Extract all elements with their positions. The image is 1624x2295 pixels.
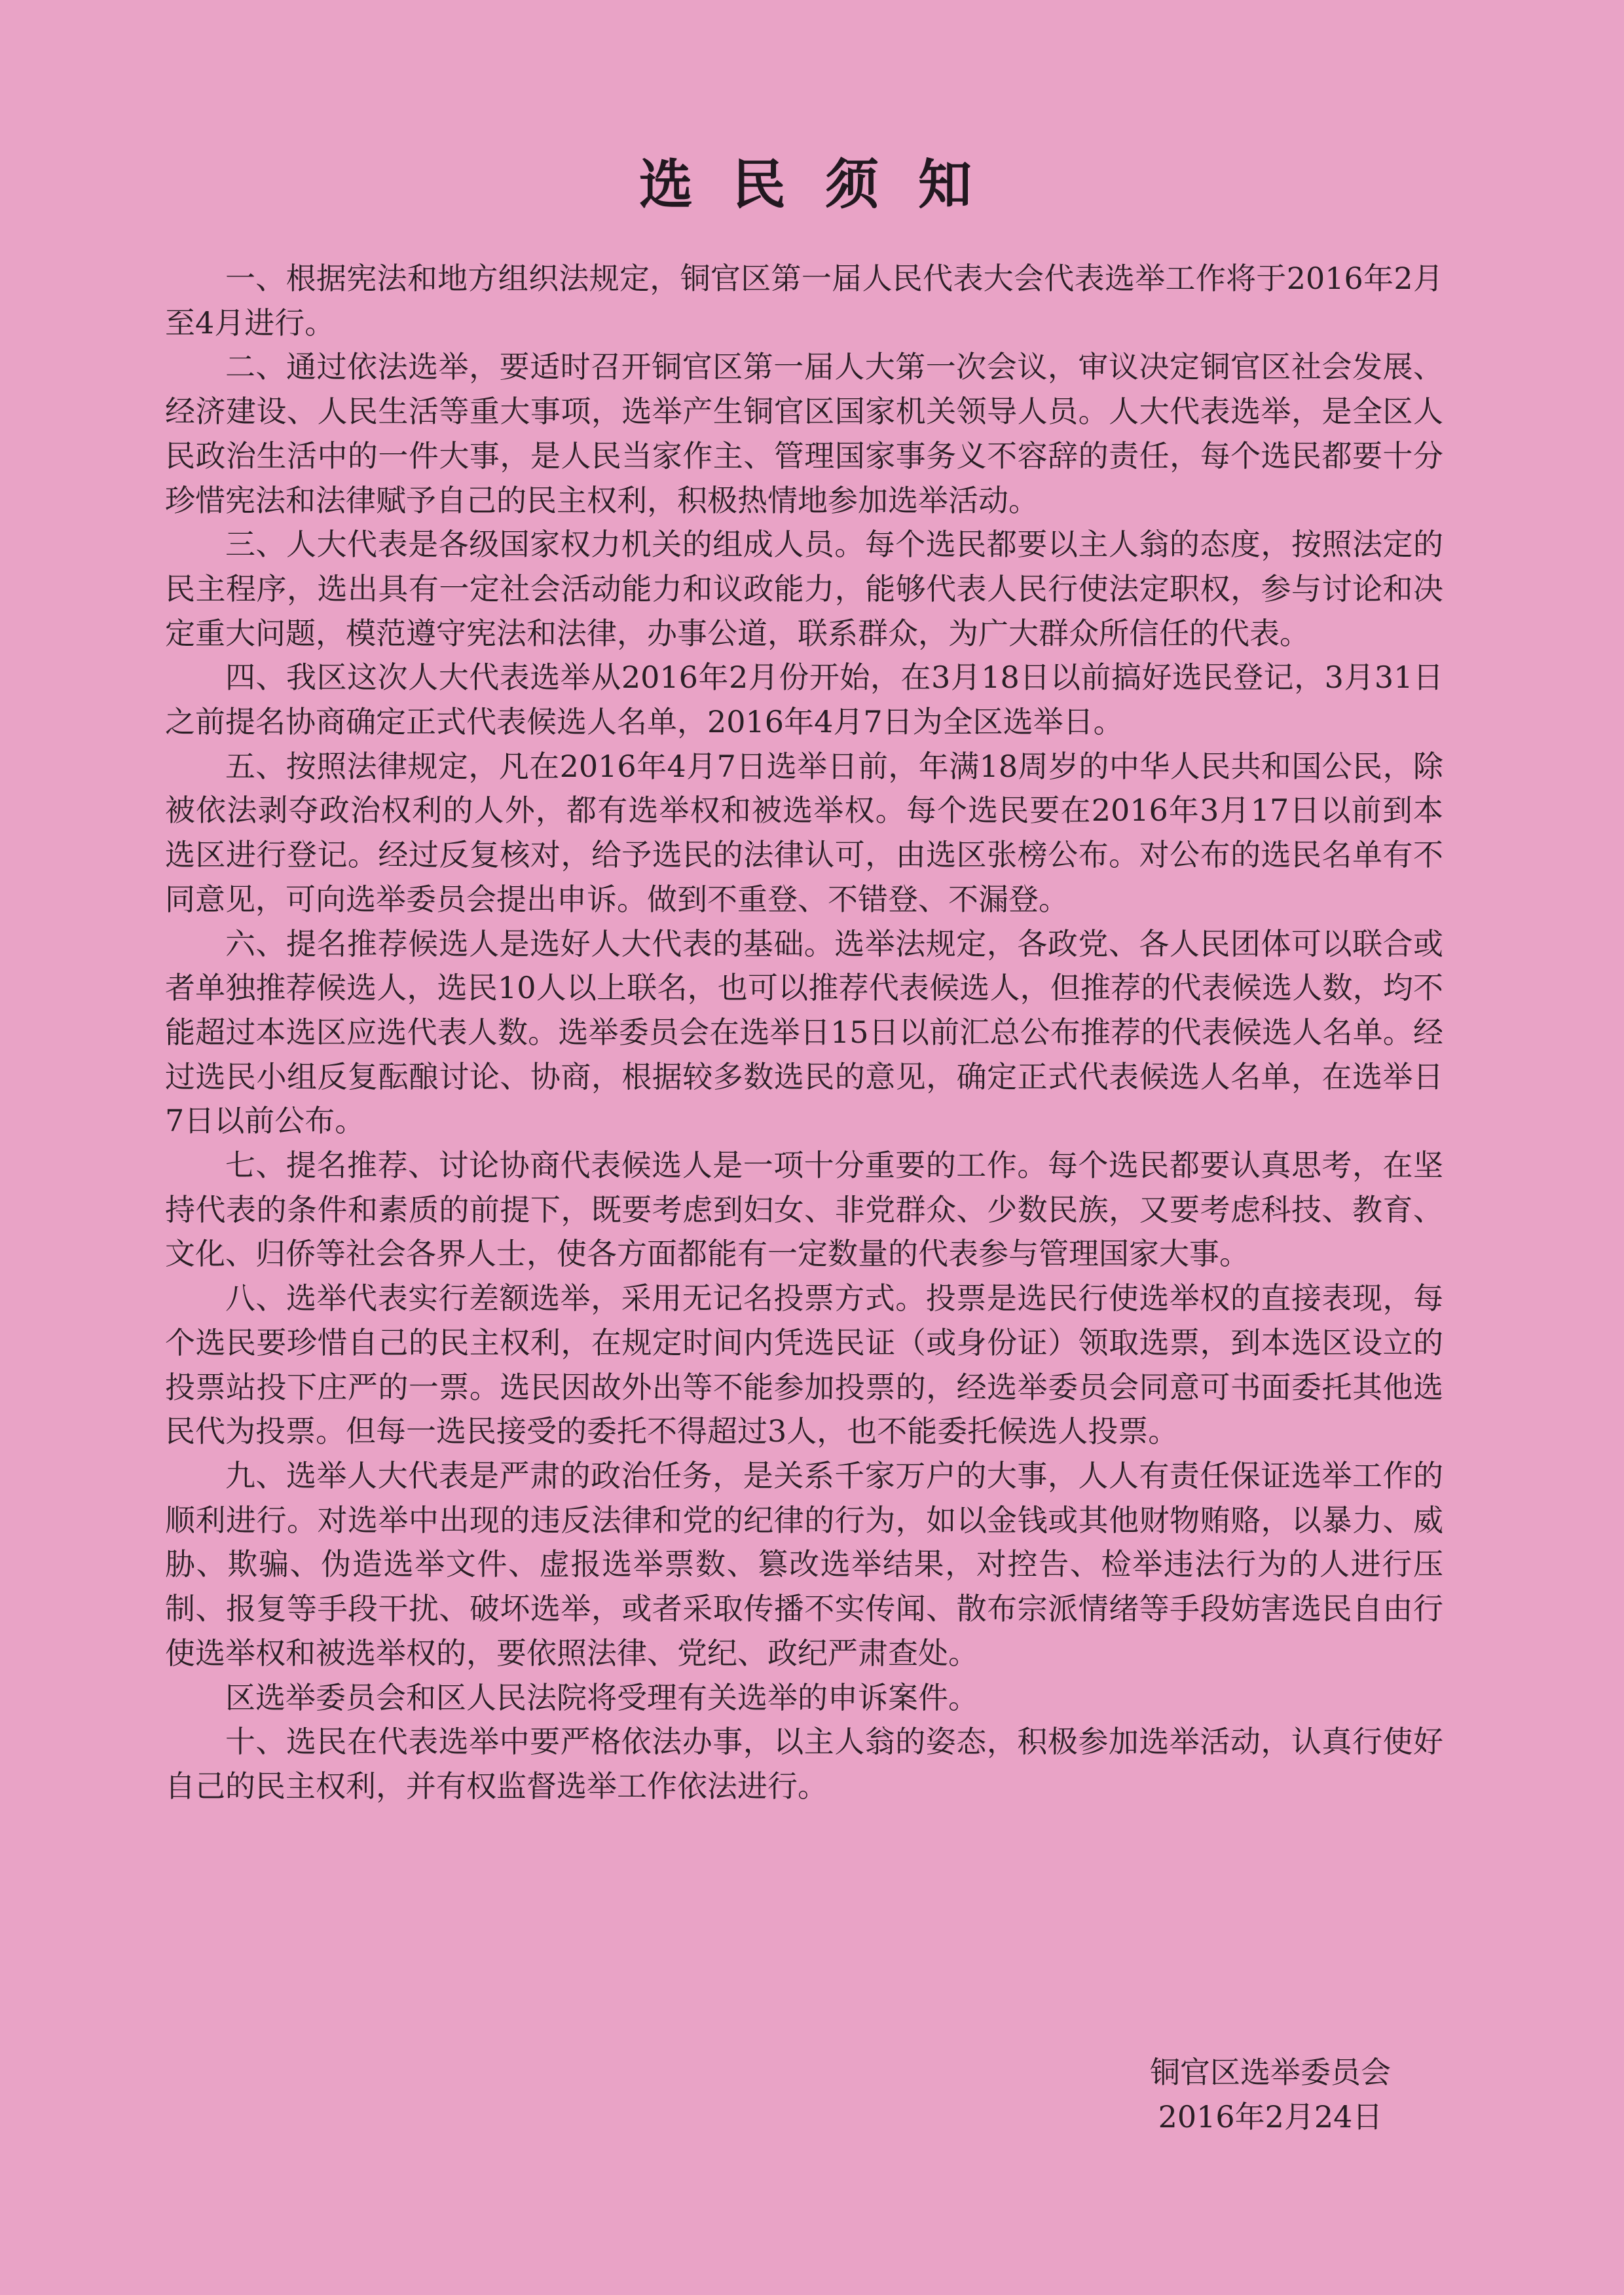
signature-date: 2016年2月24日: [1158, 2099, 1383, 2135]
paragraph-10: 十、选民在代表选举中要严格依法办事，以主人翁的姿态，积极参加选举活动，认真行使好自己的民主权利，并有权监督选举工作依法进行。: [165, 1724, 1443, 1804]
signature-block: [1087, 2050, 1454, 2139]
signature-organization: 铜官区选举委员会: [1150, 2055, 1391, 2090]
paragraph-4: 四、我区这次人大代表选举从2016年2月份开始，在3月18日以前搞好选民登记，3月31日之前提名协商确定正式代表候选人名单，2016年4月7日为全区选举日。: [165, 660, 1443, 740]
paragraph-6: 六、提名推荐候选人是选好人大代表的基础。选举法规定，各政党、各人民团体可以联合或者单独推荐候选人，选民10人以上联名，也可以推荐代表候选人，但推荐的代表候选人数，均不能超过本选区应选代表人数。选举委员会在选举日15日以前汇总公布推荐的代表候选人名单。经过选民小组反复酝酿讨论、协商，根据较多数选民的意见，确定正式代表候选人名单，在选举日7日以前公布。: [165, 925, 1443, 1139]
document-body: [165, 257, 1443, 1809]
document-title: 选民须知: [638, 154, 1011, 216]
paragraph-2: 二、通过依法选举，要适时召开铜官区第一届人大第一次会议，审议决定铜官区社会发展、经济建设、人民生活等重大事项，选举产生铜官区国家机关领导人员。人大代表选举，是全区人民政治生活中的一件大事，是人民当家作主、管理国家事务义不容辞的责任，每个选民都要十分珍惜宪法和法律赋予自己的民主权利，积极热情地参加选举活动。: [165, 349, 1443, 518]
paragraph-9: 九、选举人大代表是严肃的政治任务，是关系千家万户的大事，人人有责任保证选举工作的顺利进行。对选举中出现的违反法律和党的纪律的行为，如以金钱或其他财物贿赂，以暴力、威胁、欺骗、伪造选举文件、虚报选举票数、篡改选举结果，对控告、检举违法行为的人进行压制、报复等手段干扰、破坏选举，或者采取传播不实传闻、散布宗派情绪等手段妨害选民自由行使选举权和被选举权的，要依照法律、党纪、政纪严肃查处。: [165, 1457, 1443, 1671]
paragraph-1: 一、根据宪法和地方组织法规定，铜官区第一届人民代表大会代表选举工作将于2016年2月至4月进行。: [165, 261, 1443, 341]
paragraph-3: 三、人大代表是各级国家权力机关的组成人员。每个选民都要以主人翁的态度，按照法定的民主程序，选出具有一定社会活动能力和议政能力，能够代表人民行使法定职权，参与讨论和决定重大问题，模范遵守宪法和法律，办事公道，联系群众，为广大群众所信任的代表。: [165, 527, 1443, 651]
paragraph-8: 八、选举代表实行差额选举，采用无记名投票方式。投票是选民行使选举权的直接表现，每个选民要珍惜自己的民主权利，在规定时间内凭选民证（或身份证）领取选票，到本选区设立的投票站投下庄严的一票。选民因故外出等不能参加投票的，经选举委员会同意可书面委托其他选民代为投票。但每一选民接受的委托不得超过3人，也不能委托候选人投票。: [165, 1280, 1443, 1449]
paragraph-complaints: 区选举委员会和区人民法院将受理有关选举的申诉案件。: [225, 1679, 978, 1715]
paragraph-7: 七、提名推荐、讨论协商代表候选人是一项十分重要的工作。每个选民都要认真思考，在坚持代表的条件和素质的前提下，既要考虑到妇女、非党群众、少数民族，又要考虑科技、教育、文化、归侨等社会各界人士，使各方面都能有一定数量的代表参与管理国家大事。: [165, 1148, 1443, 1272]
paragraph-5: 五、按照法律规定，凡在2016年4月7日选举日前，年满18周岁的中华人民共和国公民，除被依法剥夺政治权利的人外，都有选举权和被选举权。每个选民要在2016年3月17日以前到本选区进行登记。经过反复核对，给予选民的法律认可，由选区张榜公布。对公布的选民名单有不同意见，可向选举委员会提出申诉。做到不重登、不错登、不漏登。: [165, 748, 1443, 917]
